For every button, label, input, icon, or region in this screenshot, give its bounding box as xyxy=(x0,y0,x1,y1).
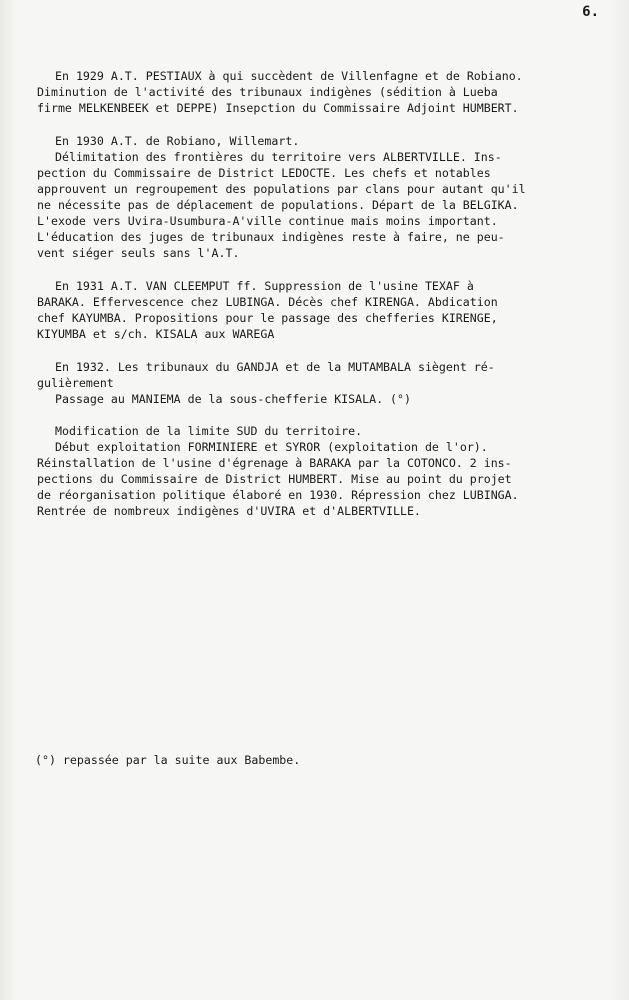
paragraph-1931-line-4: KIYUMBA et s/ch. KISALA aux WAREGA xyxy=(37,327,275,341)
paragraph-1930-line-3: pection du Commissaire de District LEDOCTE. Les chefs et notables xyxy=(37,166,491,180)
paragraph-1930-line-2: Délimitation des frontières du territoire vers ALBERTVILLE. Ins- xyxy=(55,150,502,164)
paragraph-1931-line-3: chef KAYUMBA. Propositions pour le passage des chefferies KIRENGE, xyxy=(37,311,498,325)
paragraph-1932-line-3: Passage au MANIEMA de la sous-chefferie KISALA. (°) xyxy=(55,392,411,406)
paragraph-1930-line-5: ne nécessite pas de déplacement de populations. Départ de la BELGIKA. xyxy=(37,198,519,212)
paragraph-1931-line-1: En 1931 A.T. VAN CLEEMPUT ff. Suppression de l'usine TEXAF à xyxy=(55,279,474,293)
paragraph-1930-line-7: L'éducation des juges de tribunaux indigènes reste à faire, ne peu- xyxy=(37,230,505,244)
paragraph-1929-line-1: En 1929 A.T. PESTIAUX à qui succèdent de Villenfagne et de Robiano. xyxy=(55,69,523,83)
page-number: 6. xyxy=(582,4,599,20)
paragraph-1929-line-2: Diminution de l'activité des tribunaux indigènes (sédition à Lueba xyxy=(37,85,498,99)
paragraph-5-line-3: Réinstallation de l'usine d'égrenage à BARAKA par la COTONCO. 2 ins- xyxy=(37,456,512,470)
paragraph-1930-line-8: vent siéger seuls sans l'A.T. xyxy=(37,246,240,260)
paragraph-5-line-2: Début exploitation FORMINIERE et SYROR (exploitation de l'or). xyxy=(55,440,488,454)
paragraph-1932-line-1: En 1932. Les tribunaux du GANDJA et de la MUTAMBALA siègent ré- xyxy=(55,360,495,374)
paragraph-1929-line-3: firme MELKENBEEK et DEPPE) Insepction du Commissaire Adjoint HUMBERT. xyxy=(37,101,519,115)
paragraph-1930-line-6: L'exode vers Uvira-Usumbura-A'ville continue mais moins important. xyxy=(37,214,498,228)
paragraph-5-line-5: de réorganisation politique élaboré en 1930. Répression chez LUBINGA. xyxy=(37,488,519,502)
paragraph-1930-line-4: approuvent un regroupement des populations par clans pour autant qu'il xyxy=(37,182,526,196)
paragraph-5-line-1: Modification de la limite SUD du territoire. xyxy=(55,424,363,438)
footnote: (°) repassée par la suite aux Babembe. xyxy=(35,753,301,767)
paragraph-5-line-4: pections du Commissaire de District HUMBERT. Mise au point du projet xyxy=(37,472,512,486)
paragraph-1932-line-2: gulièrement xyxy=(37,376,114,390)
paragraph-1931-line-2: BARAKA. Effervescence chez LUBINGA. Décès chef KIRENGA. Abdication xyxy=(37,295,498,309)
paragraph-1930-line-1: En 1930 A.T. de Robiano, Willemart. xyxy=(55,134,300,148)
paragraph-5-line-6: Rentrée de nombreux indigènes d'UVIRA et d'ALBERTVILLE. xyxy=(37,504,421,518)
